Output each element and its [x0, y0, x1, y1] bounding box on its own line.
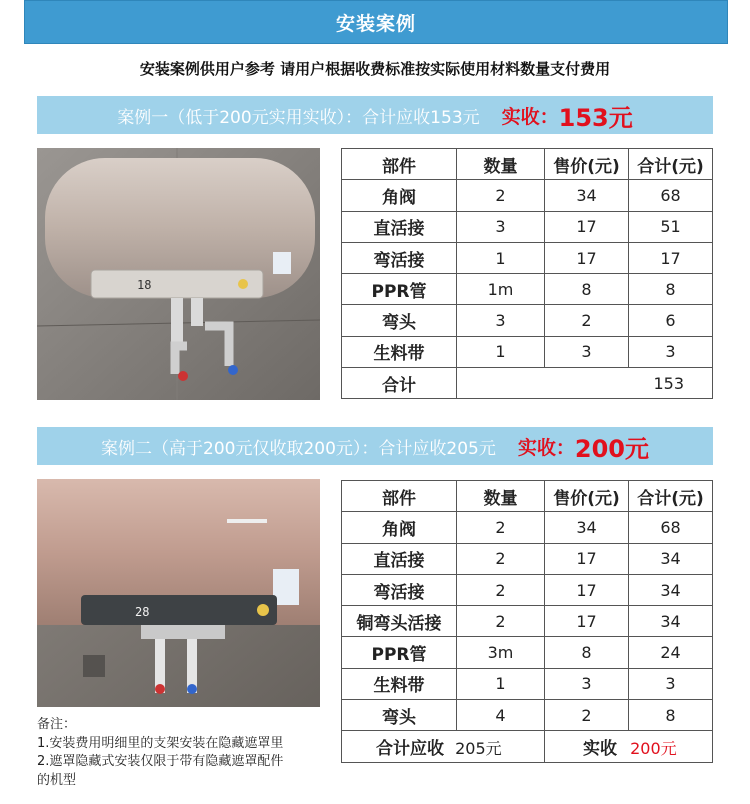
column-header: 售价(元)	[545, 149, 629, 180]
table-row	[342, 274, 713, 305]
part-total: 6	[629, 305, 713, 336]
table-row	[342, 637, 713, 668]
part-qty: 1m	[457, 274, 545, 305]
sum-due-cell	[342, 731, 545, 762]
part-name: 生料带	[342, 336, 457, 367]
column-header: 售价(元)	[545, 481, 629, 512]
case1-banner	[37, 96, 713, 134]
table-row	[342, 305, 713, 336]
part-qty: 1	[457, 668, 545, 699]
table-sum-row	[342, 368, 713, 399]
column-header: 数量	[457, 481, 545, 512]
part-total: 24	[629, 637, 713, 668]
notes-line: 的机型	[37, 772, 77, 788]
part-total: 8	[629, 700, 713, 731]
part-total: 17	[629, 242, 713, 273]
part-name: 弯活接	[342, 574, 457, 605]
part-price: 17	[545, 242, 629, 273]
table-row	[342, 512, 713, 543]
case1-water-heater-photo	[37, 148, 320, 400]
case2-paid-value: 200元	[574, 434, 649, 463]
part-name: 直活接	[342, 543, 457, 574]
part-price: 3	[545, 336, 629, 367]
table-row	[342, 543, 713, 574]
sum-value: 153	[457, 368, 713, 399]
part-total: 3	[629, 668, 713, 699]
notes-line: 1.安装费用明细里的支架安装在隐藏遮罩里	[37, 735, 284, 751]
case1-banner-text: 案例一（低于200元实用实收）：合计应收153元	[117, 107, 480, 128]
case1-paid-label: 实收：	[501, 105, 559, 128]
case2-banner	[37, 427, 713, 465]
notes-block	[37, 716, 327, 790]
part-name: PPR管	[342, 274, 457, 305]
part-price: 17	[545, 211, 629, 242]
part-total: 34	[629, 606, 713, 637]
part-qty: 1	[457, 336, 545, 367]
part-price: 2	[545, 700, 629, 731]
table-row	[342, 606, 713, 637]
page-subtitle: 安装案例供用户参考 请用户根据收费标准按实际使用材料数量支付费用	[139, 60, 611, 78]
column-header: 数量	[457, 149, 545, 180]
table-header-row	[342, 481, 713, 512]
sum-due-value: 205元	[455, 739, 502, 759]
page-title: 安装案例	[24, 0, 728, 44]
part-qty: 2	[457, 574, 545, 605]
part-total: 68	[629, 180, 713, 211]
part-price: 17	[545, 543, 629, 574]
part-price: 2	[545, 305, 629, 336]
part-price: 17	[545, 606, 629, 637]
part-price: 17	[545, 574, 629, 605]
part-qty: 4	[457, 700, 545, 731]
part-price: 34	[545, 180, 629, 211]
column-header: 合计(元)	[629, 149, 713, 180]
part-total: 51	[629, 211, 713, 242]
part-name: 角阀	[342, 180, 457, 211]
part-qty: 1	[457, 242, 545, 273]
sum-due-label: 合计应收	[376, 739, 444, 760]
actual-paid-value: 200元	[630, 739, 677, 759]
part-qty: 2	[457, 512, 545, 543]
case2-paid-label: 实收：	[517, 436, 575, 459]
part-qty: 3m	[457, 637, 545, 668]
part-name: 弯头	[342, 700, 457, 731]
part-qty: 2	[457, 606, 545, 637]
column-header: 部件	[342, 481, 457, 512]
part-qty: 2	[457, 180, 545, 211]
column-header: 部件	[342, 149, 457, 180]
notes-line: 2.遮罩隐藏式安装仅限于带有隐藏遮罩配件	[37, 754, 284, 769]
case2-parts-table	[341, 480, 713, 763]
part-total: 3	[629, 336, 713, 367]
table-row	[342, 668, 713, 699]
part-name: 直活接	[342, 211, 457, 242]
part-price: 8	[545, 637, 629, 668]
part-total: 68	[629, 512, 713, 543]
part-qty: 2	[457, 543, 545, 574]
part-name: PPR管	[342, 637, 457, 668]
part-name: 生料带	[342, 668, 457, 699]
table-row	[342, 336, 713, 367]
part-total: 34	[629, 543, 713, 574]
table-row	[342, 211, 713, 242]
part-total: 8	[629, 274, 713, 305]
table-header-row	[342, 149, 713, 180]
part-price: 34	[545, 512, 629, 543]
table-row	[342, 180, 713, 211]
part-qty: 3	[457, 211, 545, 242]
sum-label: 合计	[342, 368, 457, 399]
part-name: 角阀	[342, 512, 457, 543]
case2-water-heater-photo	[37, 479, 320, 707]
column-header: 合计(元)	[629, 481, 713, 512]
case2-banner-text: 案例二（高于200元仅收取200元）：合计应收205元	[101, 438, 496, 459]
part-qty: 3	[457, 305, 545, 336]
table-row	[342, 574, 713, 605]
part-price: 8	[545, 274, 629, 305]
part-name: 弯活接	[342, 242, 457, 273]
notes-heading: 备注：	[37, 717, 77, 732]
part-name: 弯头	[342, 305, 457, 336]
actual-paid-cell	[545, 731, 713, 762]
case1-heater-display: 18	[137, 278, 152, 292]
part-name: 铜弯头活接	[342, 606, 457, 637]
case1-paid-value: 153元	[558, 103, 633, 132]
table-sum-row	[342, 731, 713, 762]
table-row	[342, 242, 713, 273]
table-row	[342, 700, 713, 731]
part-price: 3	[545, 668, 629, 699]
case2-heater-display: 28	[135, 605, 150, 619]
actual-paid-label: 实收	[583, 739, 617, 760]
part-total: 34	[629, 574, 713, 605]
case1-parts-table	[341, 148, 713, 399]
